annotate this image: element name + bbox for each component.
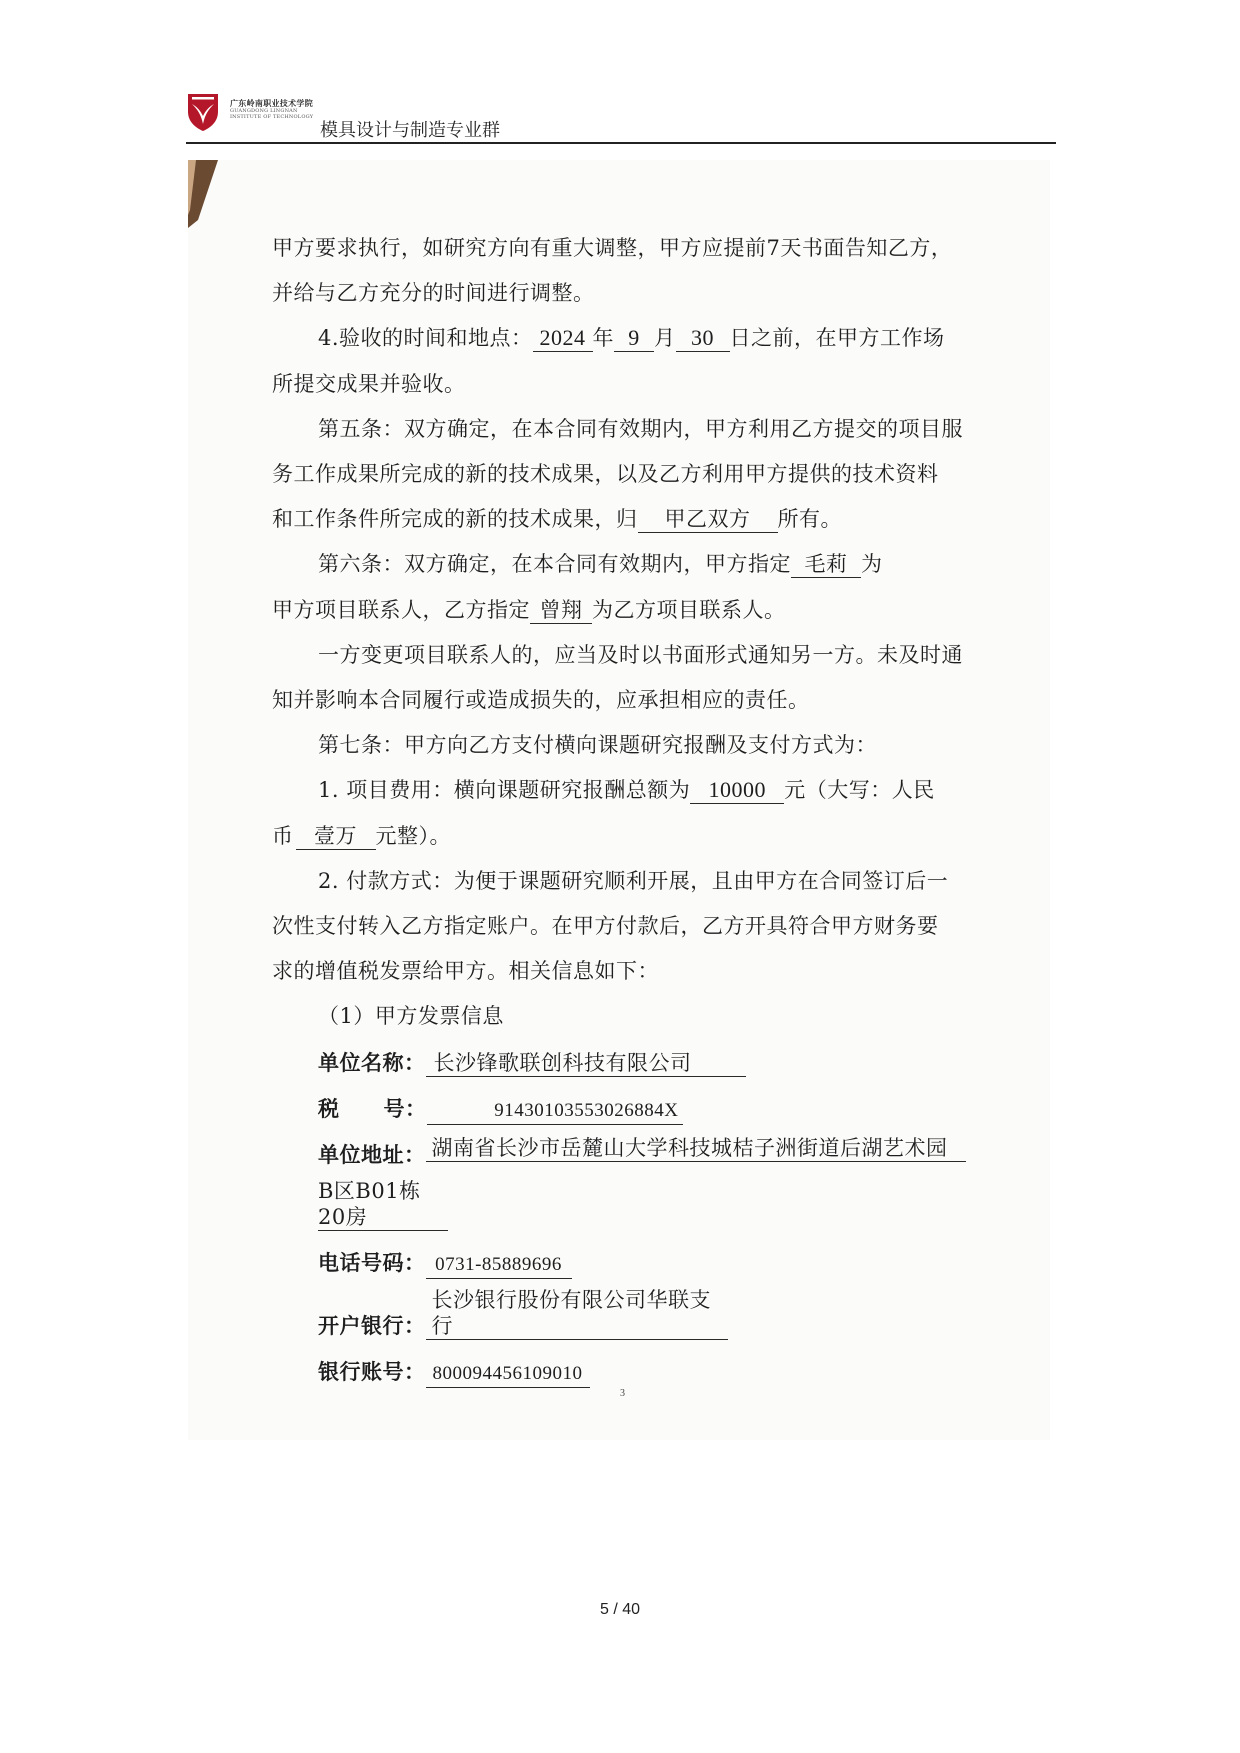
paragraph-article6-a bbox=[272, 542, 972, 587]
header-divider bbox=[186, 142, 1056, 144]
invoice-address-row bbox=[272, 1132, 972, 1178]
paragraph-1a: 甲方要求执行，如研究方向有重大调整，甲方应提前7天书面告知乙方， bbox=[272, 236, 953, 260]
institution-logo-icon bbox=[186, 92, 220, 132]
ownership-party: 甲乙双方 bbox=[638, 506, 778, 533]
contract-body bbox=[272, 226, 972, 1395]
scan-edge-shadow-icon bbox=[188, 160, 218, 230]
tax-id-value: 91430103553026884X bbox=[427, 1098, 683, 1125]
contact-a-suffix: 为 bbox=[861, 552, 883, 577]
fee-cn-suffix: 元整）。 bbox=[375, 823, 451, 848]
contact-b-prefix: 甲方项目联系人，乙方指定 bbox=[272, 597, 530, 622]
contact-party-a: 毛莉 bbox=[791, 551, 861, 578]
paragraph-acceptance bbox=[272, 316, 972, 361]
ownership-suffix: 所有。 bbox=[777, 507, 842, 532]
company-label: 单位名称： bbox=[318, 1049, 426, 1075]
phone-label: 电话号码： bbox=[318, 1250, 426, 1276]
acceptance-month: 9 bbox=[614, 325, 654, 352]
paragraph-article5-c bbox=[272, 497, 972, 542]
fee-prefix: 1. 项目费用：横向课题研究报酬总额为 bbox=[318, 778, 691, 803]
invoice-bank-row bbox=[272, 1287, 972, 1349]
acceptance-day: 30 bbox=[676, 325, 730, 352]
paragraph-payment-b: 次性支付转入乙方指定账户。在甲方付款后，乙方开具符合甲方财务要 bbox=[272, 914, 939, 939]
paragraph-fee-b bbox=[272, 814, 972, 859]
month-unit: 月 bbox=[654, 326, 676, 351]
institution-name-en: GUANGDONG LINGNAN INSTITUTE OF TECHNOLOGY bbox=[230, 108, 314, 120]
address-label: 单位地址： bbox=[318, 1142, 426, 1168]
invoice-company-row bbox=[272, 1040, 972, 1086]
paragraph-fee-a bbox=[272, 768, 972, 813]
acceptance-year: 2024 bbox=[533, 325, 593, 352]
invoice-phone-row bbox=[272, 1240, 972, 1286]
paragraph-article5-b: 务工作成果所完成的新的技术成果，以及乙方利用甲方提供的技术资料 bbox=[272, 462, 939, 487]
paragraph-article6-b bbox=[272, 588, 972, 633]
invoice-section-title: （1）甲方发票信息 bbox=[318, 1004, 504, 1029]
tax-label-a: 税 bbox=[318, 1095, 340, 1121]
acceptance-label: 4.验收的时间和地点： bbox=[318, 326, 533, 351]
institution-name-cn: 广东岭南职业技术学院 bbox=[230, 99, 313, 108]
paragraph-payment-c: 求的增值税发票给甲方。相关信息如下： bbox=[272, 959, 659, 984]
acceptance-suffix: 日之前，在甲方工作场 bbox=[729, 326, 945, 351]
year-unit: 年 bbox=[592, 326, 615, 351]
invoice-tax-row bbox=[272, 1086, 972, 1132]
phone-value: 0731-85889696 bbox=[426, 1252, 572, 1279]
program-group-title: 模具设计与制造专业群 bbox=[320, 120, 500, 141]
fee-suffix: 元（大写：人民 bbox=[784, 778, 935, 803]
contact-party-b: 曾翔 bbox=[530, 597, 592, 624]
paragraph-2b: 所提交成果并验收。 bbox=[272, 371, 466, 396]
account-value: 800094456109010 bbox=[426, 1361, 590, 1388]
bank-value: 长沙银行股份有限公司华联支行 bbox=[426, 1287, 728, 1340]
scanned-contract-page bbox=[188, 160, 1050, 1440]
paragraph-contact-change-a: 一方变更项目联系人的，应当及时以书面形式通知另一方。未及时通 bbox=[318, 642, 963, 667]
bank-label: 开户银行： bbox=[318, 1312, 426, 1338]
paragraph-article7: 第七条：甲方向乙方支付横向课题研究报酬及支付方式为： bbox=[318, 733, 877, 758]
fee-cn-prefix: 币 bbox=[272, 823, 294, 848]
contact-a-prefix: 第六条：双方确定，在本合同有效期内，甲方指定 bbox=[318, 552, 791, 577]
fee-amount: 10000 bbox=[690, 777, 784, 804]
paragraph-article5-a: 第五条：双方确定，在本合同有效期内，甲方利用乙方提交的项目服 bbox=[318, 416, 963, 441]
paragraph-payment-a: 2. 付款方式：为便于课题研究顺利开展，且由甲方在合同签订后一 bbox=[318, 868, 949, 893]
account-label: 银行账号： bbox=[318, 1358, 426, 1384]
contact-b-suffix: 为乙方项目联系人。 bbox=[592, 597, 786, 622]
paragraph-1b: 并给与乙方充分的时间进行调整。 bbox=[272, 281, 595, 306]
tax-label-b: 号： bbox=[383, 1095, 427, 1121]
scan-page-number: 3 bbox=[620, 1388, 625, 1399]
page-indicator: 5 / 40 bbox=[599, 1601, 641, 1618]
fee-amount-chinese: 壹万 bbox=[296, 823, 376, 850]
invoice-address-row-2 bbox=[272, 1178, 972, 1240]
paragraph-contact-change-b: 知并影响本合同履行或造成损失的，应承担相应的责任。 bbox=[272, 688, 810, 713]
ownership-prefix: 和工作条件所完成的新的技术成果，归 bbox=[272, 507, 638, 532]
company-value: 长沙锋歌联创科技有限公司 bbox=[426, 1050, 746, 1077]
address-value-line1: 湖南省长沙市岳麓山大学科技城桔子洲街道后湖艺术园 bbox=[426, 1135, 966, 1162]
address-value-line2: B区B01栋20房 bbox=[318, 1178, 448, 1231]
page-header bbox=[186, 88, 1056, 144]
